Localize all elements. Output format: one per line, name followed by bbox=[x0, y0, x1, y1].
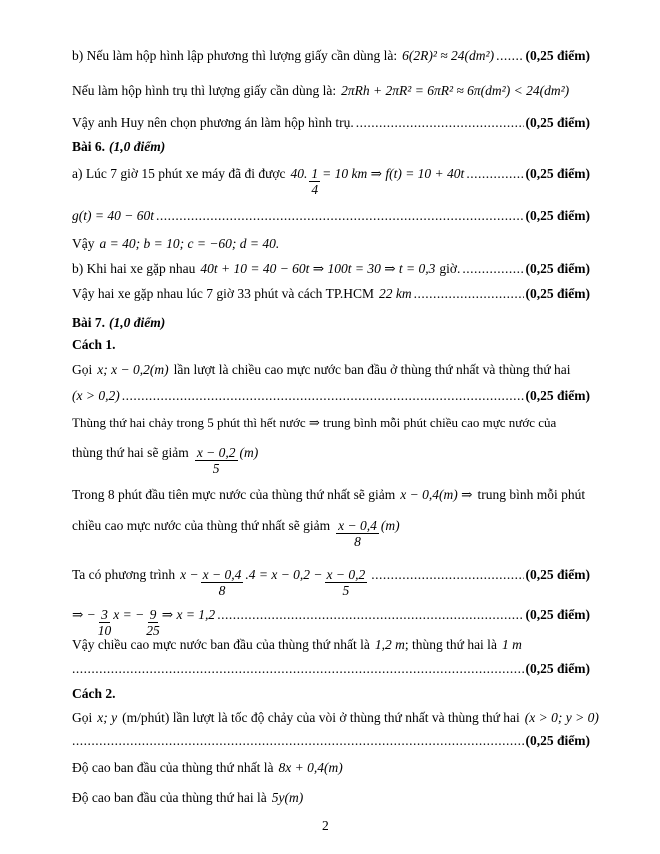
denominator: 5 bbox=[212, 461, 220, 476]
numerator: 9 bbox=[149, 607, 157, 622]
fraction bbox=[146, 607, 160, 638]
math-expression: x − 0,4(m) ⇒ bbox=[400, 487, 473, 502]
score-label: (0,25 điểm) bbox=[525, 115, 590, 130]
score-label: (0,25 điểm) bbox=[525, 661, 590, 676]
line-conclusion-1 bbox=[72, 636, 590, 654]
fraction bbox=[98, 607, 112, 638]
denominator: 8 bbox=[218, 583, 226, 598]
line-text: Vậy hai xe gặp nhau lúc 7 giờ 33 phút và cách TP.HCM bbox=[72, 286, 374, 301]
line-tank2-rate bbox=[72, 444, 590, 476]
score-label: (0,25 điểm) bbox=[525, 567, 590, 582]
line-text: Thùng thứ hai chảy trong 5 phút thì hết nước ⇒ trung bình mỗi phút chiều cao mực nước của bbox=[72, 415, 557, 430]
math-expression: x; x − 0,2(m) bbox=[97, 362, 169, 377]
line-g-function bbox=[72, 207, 590, 225]
math-expression: 22 km bbox=[378, 286, 412, 301]
line-condition-1 bbox=[72, 387, 590, 405]
line-goi-2-points bbox=[72, 732, 590, 750]
line-conclusion-cylinder bbox=[72, 114, 590, 132]
method-title: Cách 2. bbox=[72, 686, 116, 701]
page-number: 2 bbox=[322, 818, 329, 833]
dot-leader bbox=[122, 387, 524, 405]
math-expression: = 10 km ⇒ f(t) = 10 + 40t bbox=[322, 166, 465, 181]
math-expression: ⇒ − bbox=[72, 607, 96, 622]
section-score: (1,0 điểm) bbox=[109, 139, 166, 154]
score-label: (0,25 điểm) bbox=[525, 48, 590, 63]
dot-leader bbox=[156, 207, 524, 225]
dot-leader bbox=[72, 732, 524, 750]
score-label: (0,25 điểm) bbox=[525, 261, 590, 276]
line-goi-1 bbox=[72, 361, 590, 379]
line-tank1-rate bbox=[72, 517, 590, 549]
fraction bbox=[309, 166, 320, 197]
math-expression: 1 m bbox=[501, 637, 522, 652]
dot-leader bbox=[72, 660, 524, 678]
math-expression: x = − bbox=[113, 607, 145, 622]
math-expression: 5y(m) bbox=[271, 790, 304, 805]
heading-cach-2 bbox=[72, 685, 590, 703]
math-expression: 2πRh + 2πR² = 6πR² ≈ 6π(dm²) < 24(dm²) bbox=[341, 83, 570, 98]
section-title: Bài 7. bbox=[72, 315, 106, 330]
denominator: 4 bbox=[311, 182, 319, 197]
line-cube-paper bbox=[72, 47, 590, 65]
math-expression: ⇒ x = 1,2 bbox=[161, 607, 216, 622]
math-expression: (m) bbox=[239, 445, 259, 460]
line-text: Vậy anh Huy nên chọn phương án làm hộp hình trụ. bbox=[72, 115, 354, 130]
line-text: Ta có phương trình bbox=[72, 567, 176, 582]
line-equation bbox=[72, 566, 590, 598]
line-tank2-drain bbox=[72, 414, 590, 432]
score-label: (0,25 điểm) bbox=[525, 166, 590, 181]
math-expression: a = 40; b = 10; c = −60; d = 40. bbox=[99, 236, 280, 251]
line-cylinder-paper bbox=[72, 82, 590, 100]
dot-leader bbox=[217, 606, 523, 624]
dot-leader bbox=[462, 260, 523, 278]
fraction bbox=[201, 567, 244, 598]
heading-bai-7 bbox=[72, 314, 590, 332]
line-meeting-time bbox=[72, 285, 590, 303]
score-label: (0,25 điểm) bbox=[525, 388, 590, 403]
line-text: Vậy chiều cao mực nước ban đầu của thùng thứ nhất là bbox=[72, 637, 370, 652]
denominator: 10 bbox=[97, 623, 112, 638]
section-score: (1,0 điểm) bbox=[109, 315, 166, 330]
line-text: trung bình mỗi phút bbox=[477, 487, 586, 502]
dot-leader bbox=[496, 47, 523, 65]
line-text: (m/phút) lần lượt là tốc độ chảy của vòi ở thùng thứ nhất và thùng thứ hai bbox=[122, 710, 520, 725]
math-expression: 40t + 10 = 40 − 60t ⇒ 100t = 30 ⇒ t = 0,3 bbox=[200, 261, 436, 276]
dot-leader bbox=[414, 285, 524, 303]
denominator: 25 bbox=[146, 623, 160, 638]
dot-leader bbox=[371, 566, 523, 584]
score-label: (0,25 điểm) bbox=[525, 208, 590, 223]
numerator: x − 0,4 bbox=[202, 567, 242, 582]
line-tank1-height bbox=[72, 759, 590, 777]
numerator: 1 bbox=[311, 166, 319, 181]
denominator: 5 bbox=[342, 583, 350, 598]
numerator: x − 0,2 bbox=[196, 445, 236, 460]
line-coefficients bbox=[72, 235, 590, 253]
math-expression: .4 = x − 0,2 − bbox=[245, 567, 323, 582]
fraction bbox=[325, 567, 368, 598]
line-text: b) Nếu làm hộp hình lập phương thì lượng giấy cần dùng là: bbox=[72, 48, 398, 63]
line-6b bbox=[72, 260, 590, 278]
line-text: Nếu làm hộp hình trụ thì lượng giấy cần dùng là: bbox=[72, 83, 337, 98]
math-expression: x; y bbox=[97, 710, 118, 725]
math-expression: 40. bbox=[290, 166, 308, 181]
line-tank2-height bbox=[72, 789, 590, 807]
line-text: Độ cao ban đầu của thùng thứ nhất là bbox=[72, 760, 274, 775]
line-text: giờ. bbox=[439, 261, 461, 276]
line-text: Vậy bbox=[72, 236, 95, 251]
score-label: (0,25 điểm) bbox=[525, 286, 590, 301]
line-text: lần lượt là chiều cao mực nước ban đầu ở thùng thứ nhất và thùng thứ hai bbox=[173, 362, 571, 377]
math-expression: (x > 0,2) bbox=[72, 388, 120, 403]
line-text: thùng thứ hai sẽ giảm bbox=[72, 445, 189, 460]
math-expression: g(t) = 40 − 60t bbox=[72, 208, 154, 223]
line-tank1-drop bbox=[72, 486, 590, 504]
heading-bai-6 bbox=[72, 138, 590, 156]
line-text: a) Lúc 7 giờ 15 phút xe máy đã đi được bbox=[72, 166, 286, 181]
numerator: x − 0,4 bbox=[338, 518, 377, 533]
line-conclusion-1-points bbox=[72, 660, 590, 678]
fraction bbox=[336, 518, 379, 549]
math-expression: (x > 0; y > 0) bbox=[524, 710, 599, 725]
line-text: Gọi bbox=[72, 362, 93, 377]
line-text: b) Khi hai xe gặp nhau bbox=[72, 261, 196, 276]
math-expression: (m) bbox=[380, 518, 400, 533]
line-6a bbox=[72, 165, 590, 197]
line-text: chiều cao mực nước của thùng thứ nhất sẽ giảm bbox=[72, 518, 331, 533]
line-goi-2 bbox=[72, 709, 599, 727]
math-expression: 6(2R)² ≈ 24(dm²) bbox=[402, 48, 495, 63]
line-text: Độ cao ban đầu của thùng thứ hai là bbox=[72, 790, 267, 805]
line-solution bbox=[72, 606, 590, 638]
dot-leader bbox=[466, 165, 523, 183]
denominator: 8 bbox=[354, 534, 361, 549]
math-expression: 8x + 0,4(m) bbox=[278, 760, 343, 775]
math-expression: x − bbox=[180, 567, 199, 582]
line-text: Gọi bbox=[72, 710, 93, 725]
math-expression: 1,2 m bbox=[374, 637, 405, 652]
dot-leader bbox=[356, 114, 524, 132]
line-text: ; thùng thứ hai là bbox=[404, 637, 497, 652]
numerator: 3 bbox=[101, 607, 108, 622]
numerator: x − 0,2 bbox=[326, 567, 366, 582]
line-text: Trong 8 phút đầu tiên mực nước của thùng thứ nhất sẽ giảm bbox=[72, 487, 396, 502]
section-title: Bài 6. bbox=[72, 139, 106, 154]
fraction bbox=[195, 445, 238, 476]
score-label: (0,25 điểm) bbox=[525, 607, 590, 622]
method-title: Cách 1. bbox=[72, 337, 116, 352]
heading-cach-1 bbox=[72, 336, 590, 354]
score-label: (0,25 điểm) bbox=[525, 733, 590, 748]
